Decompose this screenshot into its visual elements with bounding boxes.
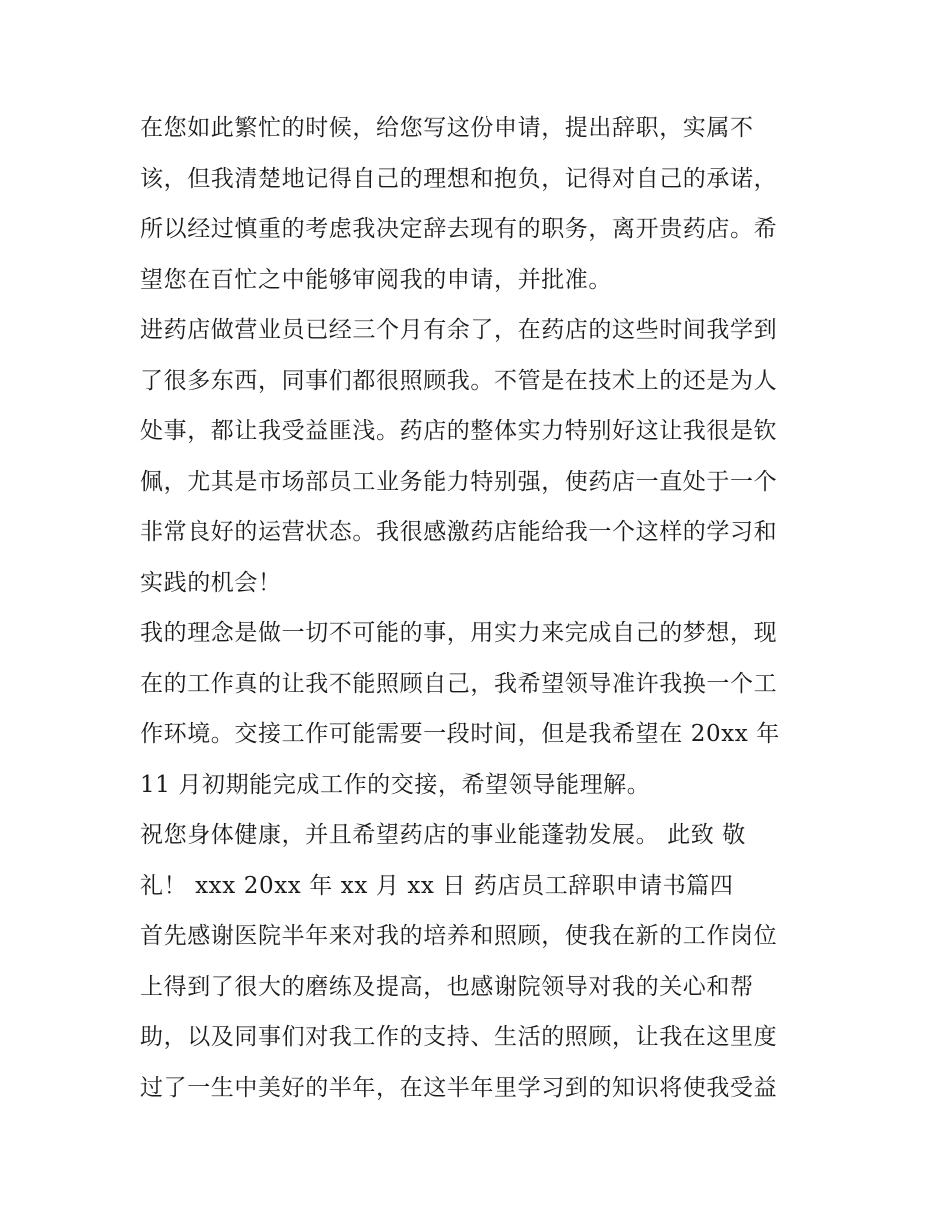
text-line-11: 我的理念是做一切不可能的事，用实力来完成自己的梦想，现 — [140, 620, 778, 646]
text-line-1: 在您如此繁忙的时候，给您写这份申请，提出辞职，实属不 — [140, 115, 754, 141]
text-line-10: 实践的机会！ — [140, 569, 282, 596]
text-line-6: 了很多东西，同事们都很照顾我。不管是在技术上的还是为人 — [140, 367, 778, 394]
text-line-12: 在的工作真的让我不能照顾自己，我希望领导准许我换一个工 — [140, 670, 778, 697]
text-line-5: 进药店做营业员已经三个月有余了，在药店的这些时间我学到 — [140, 317, 778, 343]
text-line-20: 过了一生中美好的半年，在这半年里学习到的知识将使我受益 — [140, 1074, 778, 1101]
text-line-18: 上得到了很大的磨练及提高，也感谢院领导对我的关心和帮 — [140, 973, 754, 1000]
text-line-8: 佩，尤其是市场部员工业务能力特别强，使药店一直处于一个 — [140, 468, 778, 495]
text-line-16: 礼！ xxx 20xx 年 xx 月 xx 日 药店员工辞职申请书篇四 — [140, 872, 734, 899]
text-line-14: 11 月初期能完成工作的交接，希望领导能理解。 — [140, 771, 651, 798]
text-line-13: 作环境。交接工作可能需要一段时间，但是我希望在 20xx 年 — [140, 721, 780, 747]
text-line-9: 非常良好的运营状态。我很感激药店能给我一个这样的学习和 — [140, 519, 778, 545]
text-line-19: 助，以及同事们对我工作的支持、生活的照顾，让我在这里度 — [140, 1024, 778, 1050]
text-line-17: 首先感谢医院半年来对我的培养和照顾，使我在新的工作岗位 — [140, 923, 778, 949]
text-line-7: 处事，都让我受益匪浅。药店的整体实力特别好这让我很是钦 — [140, 418, 778, 444]
text-line-15: 祝您身体健康，并且希望药店的事业能蓬勃发展。 此致 敬 — [140, 822, 746, 848]
text-line-4: 望您在百忙之中能够审阅我的申请，并批准。 — [140, 266, 612, 293]
text-line-3: 所以经过慎重的考虑我决定辞去现有的职务，离开贵药店。希 — [140, 216, 778, 242]
body-text — [140, 103, 820, 1113]
text-line-2: 该，但我清楚地记得自己的理想和抱负，记得对自己的承诺， — [140, 165, 778, 192]
